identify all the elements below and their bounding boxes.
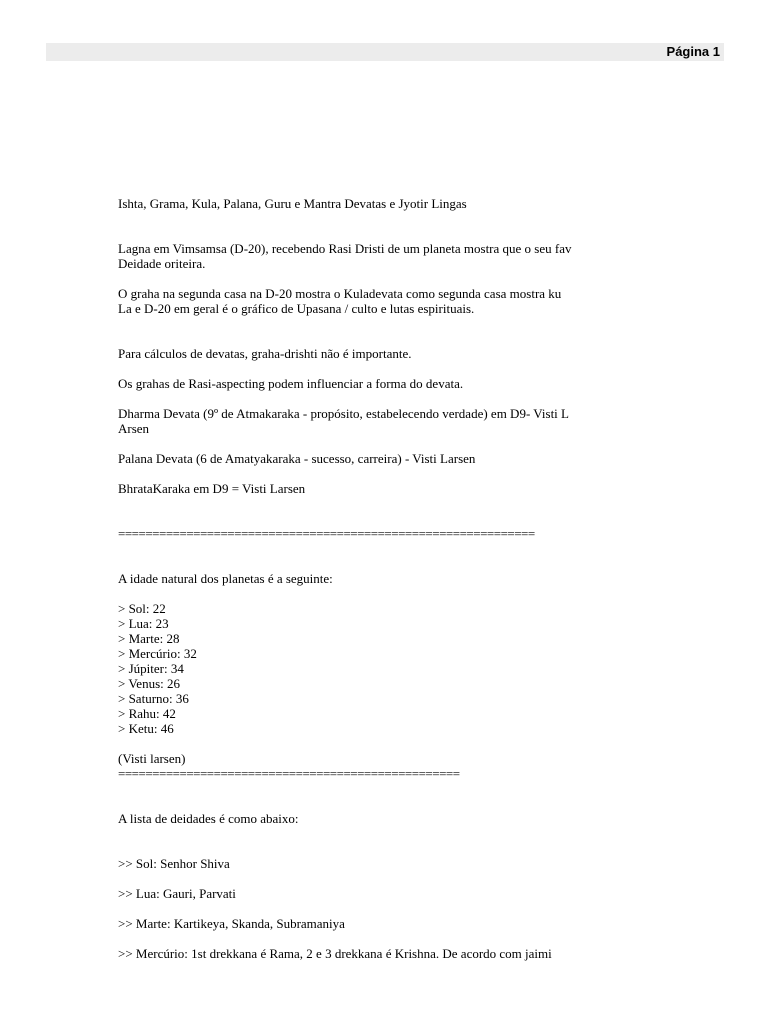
ages-list <box>118 601 638 736</box>
list-item: > Marte: 28 <box>118 631 180 646</box>
list-item: > Mercúrio: 32 <box>118 646 197 661</box>
separator-rule-2: ================================================== <box>118 766 460 781</box>
paragraph-deities-intro: A lista de deidades é como abaixo: <box>118 811 299 826</box>
separator-rule-1: ============================================================= <box>118 526 535 541</box>
paragraph-ages-intro: A idade natural dos planetas é a seguinte: <box>118 571 333 586</box>
paragraph-2-line-2: La e D-20 em geral é o gráfico de Upasana / culto e lutas espirituais. <box>118 301 475 316</box>
paragraph-7: BhrataKaraka em D9 = Visti Larsen <box>118 481 306 496</box>
list-item: > Júpiter: 34 <box>118 661 184 676</box>
document-title: Ishta, Grama, Kula, Palana, Guru e Mantra Devatas e Jyotir Lingas <box>118 196 467 211</box>
list-item: > Ketu: 46 <box>118 721 174 736</box>
list-item: > Sol: 22 <box>118 601 166 616</box>
paragraph-1-line-1: Lagna em Vimsamsa (D-20), recebendo Rasi Dristi de um planeta mostra que o seu fav <box>118 241 572 256</box>
paragraph-5-line-1: Dharma Devata (9º de Atmakaraka - propósito, estabelecendo verdade) em D9- Visti L <box>118 406 569 421</box>
paragraph-2-line-1: O graha na segunda casa na D-20 mostra o Kuladevata como segunda casa mostra ku <box>118 286 562 301</box>
paragraph-6: Palana Devata (6 de Amatyakaraka - sucesso, carreira) - Visti Larsen <box>118 451 476 466</box>
list-item: > Venus: 26 <box>118 676 180 691</box>
deity-item-sun: >> Sol: Senhor Shiva <box>118 856 230 871</box>
paragraph-1-line-2: Deidade oriteira. <box>118 256 206 271</box>
paragraph-3: Para cálculos de devatas, graha-drishti não é importante. <box>118 346 412 361</box>
list-item: > Saturno: 36 <box>118 691 189 706</box>
deity-item-mercury: >> Mercúrio: 1st drekkana é Rama, 2 e 3 drekkana é Krishna. De acordo com jaimi <box>118 946 552 961</box>
page-number-label: Página 1 <box>666 44 720 59</box>
deity-item-mars: >> Marte: Kartikeya, Skanda, Subramaniya <box>118 916 345 931</box>
paragraph-4: Os grahas de Rasi-aspecting podem influenciar a forma do devata. <box>118 376 464 391</box>
list-item: > Rahu: 42 <box>118 706 176 721</box>
deity-item-moon: >> Lua: Gauri, Parvati <box>118 886 236 901</box>
document-body <box>118 196 638 961</box>
paragraph-5-line-2: Arsen <box>118 421 150 436</box>
list-item: > Lua: 23 <box>118 616 169 631</box>
page-header <box>46 43 724 61</box>
citation: (Visti larsen) <box>118 751 186 766</box>
